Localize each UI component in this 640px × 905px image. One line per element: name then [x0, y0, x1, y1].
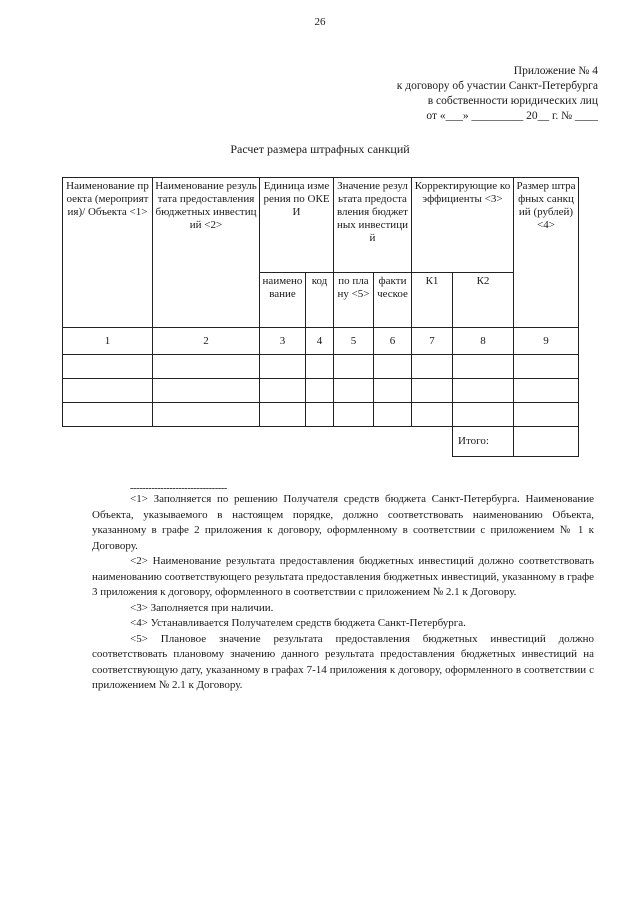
table-cell — [374, 355, 412, 379]
page-number: 26 — [314, 16, 326, 28]
footnote-2: <2> Наименование результата предоставления бюджетных инвестиций должно соответствовать наименованию соответствующего результата предоставления бюджетных инвестиций, указанному в графе 3 приложения к договору, оформленного в соответствии с приложением № 2.1 к Договору. — [92, 555, 594, 598]
footnote-1: <1> Заполняется по решению Получателя средств бюджета Санкт-Петербурга. Наименование Объекта, указываемого в настоящем порядке, должно соответствовать наименованию Объекта, указанному в графе 2 приложения к договору, оформленному в соответствии с приложением № 1 к Договору. — [92, 493, 594, 552]
document-title: Расчет размера штрафных санкций — [230, 142, 410, 156]
table-row — [63, 403, 579, 427]
column-number: 5 — [334, 328, 374, 355]
table-cell — [334, 355, 374, 379]
table-row — [63, 379, 579, 403]
table-cell — [153, 379, 260, 403]
column-number: 8 — [453, 328, 514, 355]
total-value-cell — [514, 427, 579, 457]
table-cell — [412, 403, 453, 427]
appendix-line-1: Приложение № 4 — [513, 65, 598, 77]
table-cell — [514, 379, 579, 403]
table-cell — [334, 403, 374, 427]
footnote-separator: -------------------------------- — [130, 483, 227, 494]
penalty-table — [62, 177, 579, 457]
table-header-row — [63, 178, 579, 273]
appendix-line-4: от «___» _________ 20__ г. № ____ — [426, 110, 598, 122]
table-cell — [153, 403, 260, 427]
table-cell — [63, 355, 153, 379]
column-number: 1 — [63, 328, 153, 355]
table-cell — [412, 355, 453, 379]
subheader-plan: по плану <5> — [334, 273, 374, 328]
subheader-k1: К1 — [412, 273, 453, 328]
appendix-line-3: в собственности юридических лиц — [427, 95, 598, 107]
header-unit: Единица измерения по ОКЕИ — [260, 178, 334, 273]
header-result-name: Наименование результата предоставления бюджетных инвестиций <2> — [153, 178, 260, 328]
column-number: 6 — [374, 328, 412, 355]
table-cell — [306, 355, 334, 379]
table-row — [63, 355, 579, 379]
table-cell — [374, 379, 412, 403]
header-penalty-amount: Размер штрафных санкций (рублей) <4> — [514, 178, 579, 328]
header-value: Значение результата предоставления бюджетных инвестиций — [334, 178, 412, 273]
table-cell — [412, 379, 453, 403]
total-row — [63, 427, 579, 457]
column-numbers-row — [63, 328, 579, 355]
subheader-k2: К2 — [453, 273, 514, 328]
table-cell — [260, 403, 306, 427]
subheader-unit-code: код — [306, 273, 334, 328]
footnotes — [92, 492, 594, 694]
subheader-fact: фактическое — [374, 273, 412, 328]
column-number: 9 — [514, 328, 579, 355]
table-cell — [453, 355, 514, 379]
table-cell — [306, 403, 334, 427]
column-number: 3 — [260, 328, 306, 355]
column-number: 7 — [412, 328, 453, 355]
table-cell — [260, 379, 306, 403]
table-cell — [63, 379, 153, 403]
subheader-unit-name: наименование — [260, 273, 306, 328]
table-cell — [374, 403, 412, 427]
header-project-name: Наименование проекта (мероприятия)/ Объекта <1> — [63, 178, 153, 328]
footnote-5: <5> Плановое значение результата предоставления бюджетных инвестиций должно соответствовать плановому значению данного результата предоставления бюджетных инвестиций на соответствующую дату, указанному в графах 7-14 приложения к договору, оформленного в соответствии с приложением № 2.1 к Договору. — [92, 632, 594, 691]
table-cell — [514, 355, 579, 379]
appendix-heading — [397, 64, 598, 124]
header-coefficients: Корректирующие коэффициенты <3> — [412, 178, 514, 273]
footnote-3: <3> Заполняется при наличии. — [130, 601, 274, 614]
column-number: 2 — [153, 328, 260, 355]
table-cell — [153, 355, 260, 379]
table-cell — [334, 379, 374, 403]
appendix-line-2: к договору об участии Санкт-Петербурга — [396, 80, 598, 92]
table-cell — [260, 355, 306, 379]
table-cell — [453, 403, 514, 427]
table-cell — [306, 379, 334, 403]
total-label: Итого: — [453, 427, 514, 457]
table-cell — [453, 379, 514, 403]
table-cell — [514, 403, 579, 427]
column-number: 4 — [306, 328, 334, 355]
table-cell — [63, 403, 153, 427]
footnote-4: <4> Устанавливается Получателем средств бюджета Санкт-Петербурга. — [130, 617, 466, 629]
